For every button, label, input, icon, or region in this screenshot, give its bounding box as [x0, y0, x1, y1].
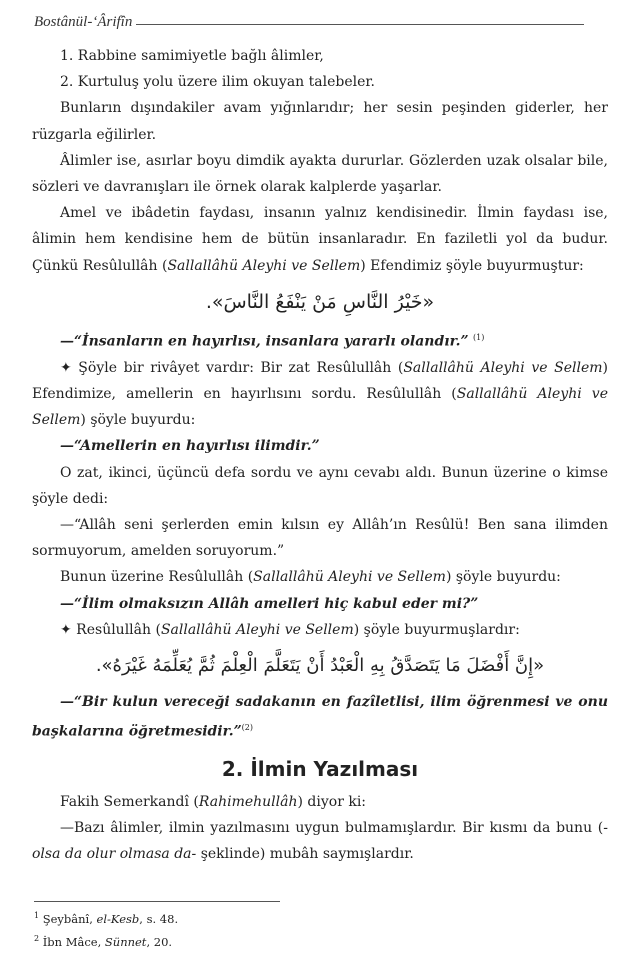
footnote-1: [34, 906, 178, 929]
paragraph-11-italic: Rahimehullâh: [198, 793, 298, 810]
paragraph-10-tail: ) şöyle buyurmuşlardır:: [353, 621, 520, 638]
paragraph-5: [32, 200, 608, 279]
paragraph-7: O zat, ikinci, üçüncü defa sordu ve aynı cevabı aldı. Bunun üzerine o kimse şöyle dedi:: [32, 464, 608, 507]
footnotes: [34, 906, 178, 952]
paragraph-6-italic-b: Sallallâhü Aleyhi ve Sellem: [32, 385, 608, 429]
quote-2-text: —“Amellerin en hayırlısı ilimdir.”: [60, 438, 320, 455]
page-body: [32, 43, 608, 868]
footnote-mark-2: (2): [241, 723, 253, 733]
paragraph-10-lead: ✦ Resûlullâh (: [60, 621, 161, 638]
paragraph-5-lead: Amel ve ibâdetin faydası, insanın yalnız kendisinedir. İlmin faydası ise, âlimin hem kendisine hem de bütün insanlaradır. En faziletli yol da budur. Çünkü Resûlullâh (: [32, 205, 608, 274]
footnote-1-lead: Şeybânî,: [42, 911, 97, 926]
paragraph-6-italic-a: Sallallâhü Aleyhi ve Sellem: [403, 359, 603, 376]
paragraph-12: [32, 815, 608, 867]
arabic-hadith-1: «خَيْرُ النَّاسِ مَنْ يَنْفَعُ النَّاسَ».: [205, 290, 435, 313]
footnote-mark-1: (1): [473, 332, 485, 342]
paragraph-12-italic: -olsa da olur olmasa da-: [32, 820, 608, 863]
paragraph-11-lead: Fakih Semerkandî (: [60, 793, 199, 810]
quote-4-text: —“Bir kulun vereceği sadakanın en fazîletlisi, ilim öğrenmesi ve onu başkalarına öğretmesidir.”: [32, 693, 608, 740]
footnote-rule: [34, 901, 280, 902]
quote-2: [32, 433, 608, 459]
header-title: Bostânül-‘Ârifîn: [34, 13, 133, 30]
paragraph-11-tail: ) diyor ki:: [297, 793, 367, 810]
quote-3-text: —“İlim olmaksızın Allâh amelleri hiç kabul eder mi?”: [60, 595, 479, 612]
paragraph-1: 1. Rabbine samimiyetle bağlı âlimler,: [60, 48, 324, 64]
footnote-2-lead: İbn Mâce,: [42, 934, 105, 949]
footnote-1-number: 1: [34, 911, 40, 920]
paragraph-6-lead: ✦ Şöyle bir rivâyet vardır: Bir zat Resûlullâh (: [60, 359, 404, 376]
paragraph-11: [32, 789, 608, 815]
paragraph-4: Âlimler ise, asırlar boyu dimdik ayakta dururlar. Gözlerden uzak olsalar bile, sözleri ve davranışları ile örnek olarak kalplerde yaşarlar.: [32, 152, 608, 196]
paragraph-9-tail: ) şöyle buyurdu:: [445, 569, 561, 586]
paragraph-2: 2. Kurtuluş yolu üzere ilim okuyan talebeler.: [60, 74, 375, 91]
footnote-2-tail: , 20.: [146, 934, 173, 949]
paragraph-9: [32, 564, 608, 590]
arabic-hadith-2: «إِنَّ أَفْضَلَ مَا يَتَصَدَّقُ بِهِ الْعَبْدُ أَنْ يَتَعَلَّمَ الْعِلْمَ ثُمَّ يُعَلِّمَهُ غَيْرَهُ».: [95, 654, 545, 676]
running-header: [34, 11, 584, 33]
paragraph-6-mid: ) Efendimize, amellerin en hayırlısını sordu. Resûlullâh (: [32, 359, 608, 402]
header-rule: [136, 24, 584, 25]
paragraph-6-tail: ) şöyle buyurdu:: [80, 412, 196, 429]
paragraph-10-italic: Sallallâhü Aleyhi ve Sellem: [160, 621, 354, 638]
paragraph-5-italic: Sallallâhü Aleyhi ve Sellem: [167, 257, 361, 274]
paragraph-8: —“Allâh seni şerlerden emin kılsın ey Allâh’ın Resûlü! Ben sana ilimden sormuyorum, amelden soruyorum.”: [32, 516, 608, 560]
footnote-2-number: 2: [34, 933, 40, 943]
paragraph-6: [32, 355, 608, 434]
paragraph-3: Bunların dışındakiler avam yığınlarıdır; her sesin peşinden giderler, her rüzgarla eğilirler.: [32, 100, 608, 143]
quote-4: [32, 689, 608, 745]
paragraph-10: [32, 617, 608, 643]
paragraph-5-tail: ) Efendimiz şöyle buyurmuştur:: [360, 257, 584, 274]
paragraph-12-lead: —Bazı âlimler, ilmin yazılmasını uygun bulmamışlardır. Bir kısmı da bunu (: [60, 820, 604, 837]
footnote-2: [34, 929, 178, 952]
section-title: 2. İlmin Yazılması: [221, 756, 419, 781]
paragraph-9-lead: Bunun üzerine Resûlullâh (: [60, 569, 254, 586]
quote-1: [32, 325, 608, 355]
footnote-2-italic: Sünnet: [104, 934, 147, 949]
quote-1-text: —“İnsanların en hayırlısı, insanlara yararlı olandır.”: [60, 333, 469, 350]
footnote-1-tail: , s. 48.: [139, 911, 179, 926]
paragraph-12-tail: şeklinde) mubâh saymışlardır.: [196, 846, 414, 863]
footnote-1-italic: el-Kesb: [96, 911, 140, 926]
quote-3: [32, 591, 608, 617]
paragraph-9-italic: Sallallâhü Aleyhi ve Sellem: [253, 569, 446, 586]
